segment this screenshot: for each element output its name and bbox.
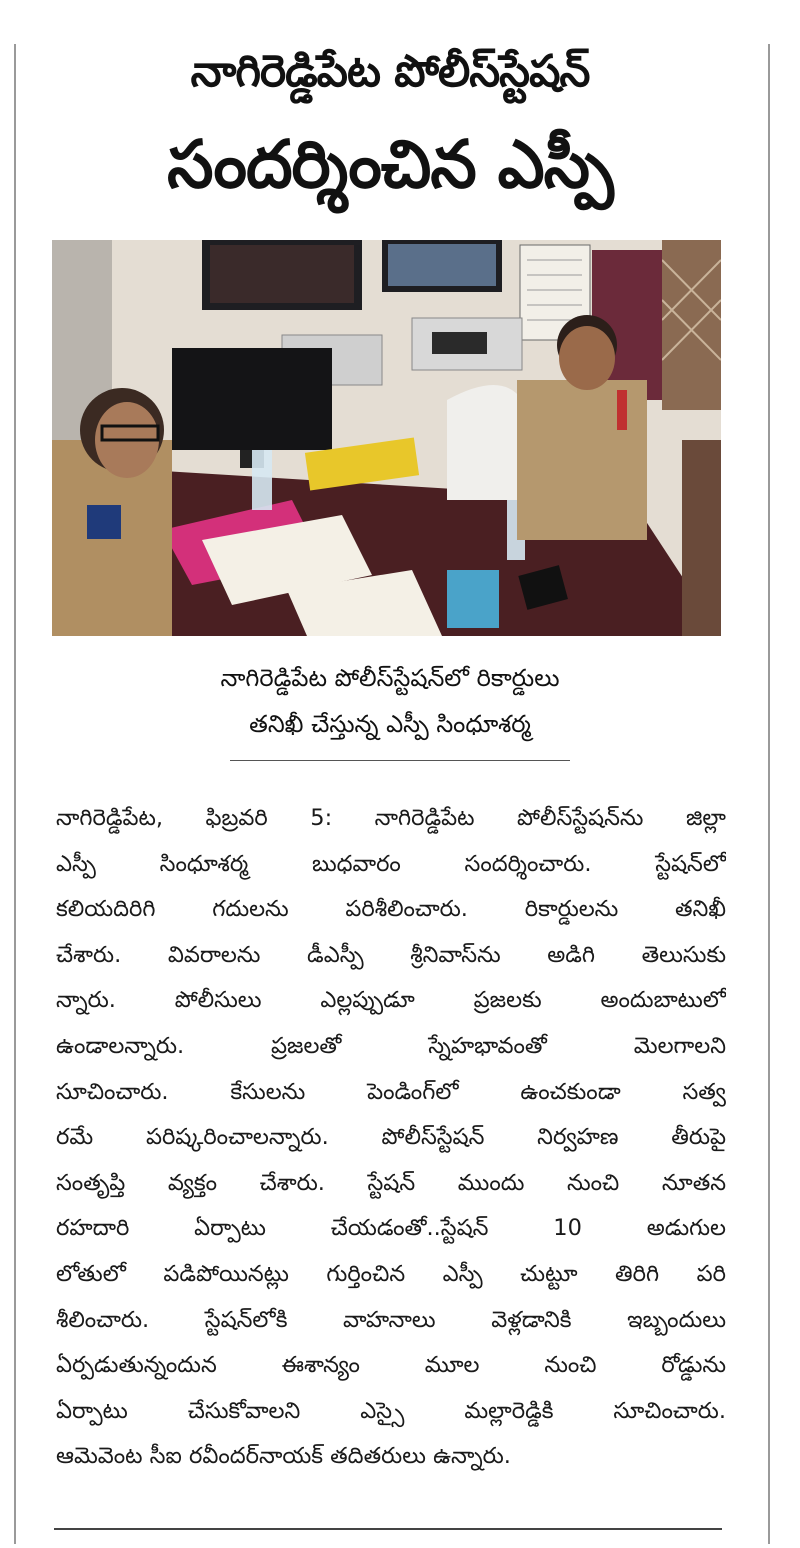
right-column-rule	[768, 44, 770, 1544]
news-photo	[52, 240, 721, 636]
headline-line-2: సందర్శించిన ఎస్పీ	[167, 126, 613, 203]
body-line: ఆమెవెంట సీఐ రవీందర్‌నాయక్ తదితరులు ఉన్నారు.	[56, 1443, 511, 1470]
body-line: సంతృప్తి వ్యక్తం చేశారు. స్టేషన్ ముందు నుంచి నూతన	[56, 1169, 726, 1196]
body-line: ఎస్పీ సింధూశర్మ బుధవారం సందర్శించారు. స్టేషన్‌లో	[56, 850, 726, 877]
body-line: ఏర్పడుతున్నందున ఈశాన్యం మూల నుంచి రోడ్డును	[56, 1352, 726, 1379]
body-line: రమే పరిష్కరించాలన్నారు. పోలీస్‌స్టేషన్ నిర్వహణ తీరుపై	[56, 1124, 726, 1151]
caption-divider	[230, 760, 570, 761]
body-line: న్నారు. పోలీసులు ఎల్లప్పుడూ ప్రజలకు అందుబాటులో	[56, 987, 726, 1014]
body-line: నాగిరెడ్డిపేట, ఫిబ్రవరి 5: నాగిరెడ్డిపేట పోలీస్‌స్టేషన్‌ను జిల్లా	[56, 805, 726, 831]
photo-caption-line-1: నాగిరెడ్డిపేట పోలీస్‌స్టేషన్‌లో రికార్డులు	[220, 664, 560, 692]
body-line: లోతులో పడిపోయినట్లు గుర్తించిన ఎస్పీ చుట్టూ తిరిగి పరి	[56, 1260, 726, 1287]
body-line: ఏర్పాటు చేసుకోవాలని ఎస్సై మల్లారెడ్డికి సూచించారు.	[56, 1397, 726, 1424]
bottom-divider	[54, 1528, 722, 1530]
body-line: శీలించారు. స్టేషన్‌లోకి వాహనాలు వెళ్లడానికి ఇబ్బందులు	[56, 1306, 726, 1333]
left-column-rule	[14, 44, 16, 1544]
body-line: రహదారి ఏర్పాటు చేయడంతో..స్టేషన్ 10 అడుగుల	[56, 1215, 726, 1242]
body-line: కలియదిరిగి గదులను పరిశీలించారు. రికార్డులను తనిఖీ	[56, 896, 726, 923]
body-line: చేశారు. వివరాలను డీఎస్పీ శ్రీనివాస్‌ను అడిగి తెలుసుకు	[56, 941, 726, 968]
photo-caption-line-2: తనిఖీ చేస్తున్న ఎస్పీ సింధూశర్మ	[249, 710, 531, 738]
body-line: ఉండాలన్నారు. ప్రజలతో స్నేహభావంతో మెలగాలని	[56, 1032, 726, 1059]
headline-line-1: నాగిరెడ్డిపేట పోలీస్‌స్టేషన్	[190, 46, 590, 97]
body-line: సూచించారు. కేసులను పెండింగ్‌లో ఉంచకుండా సత్వ	[56, 1078, 726, 1105]
article-body	[56, 796, 726, 1480]
